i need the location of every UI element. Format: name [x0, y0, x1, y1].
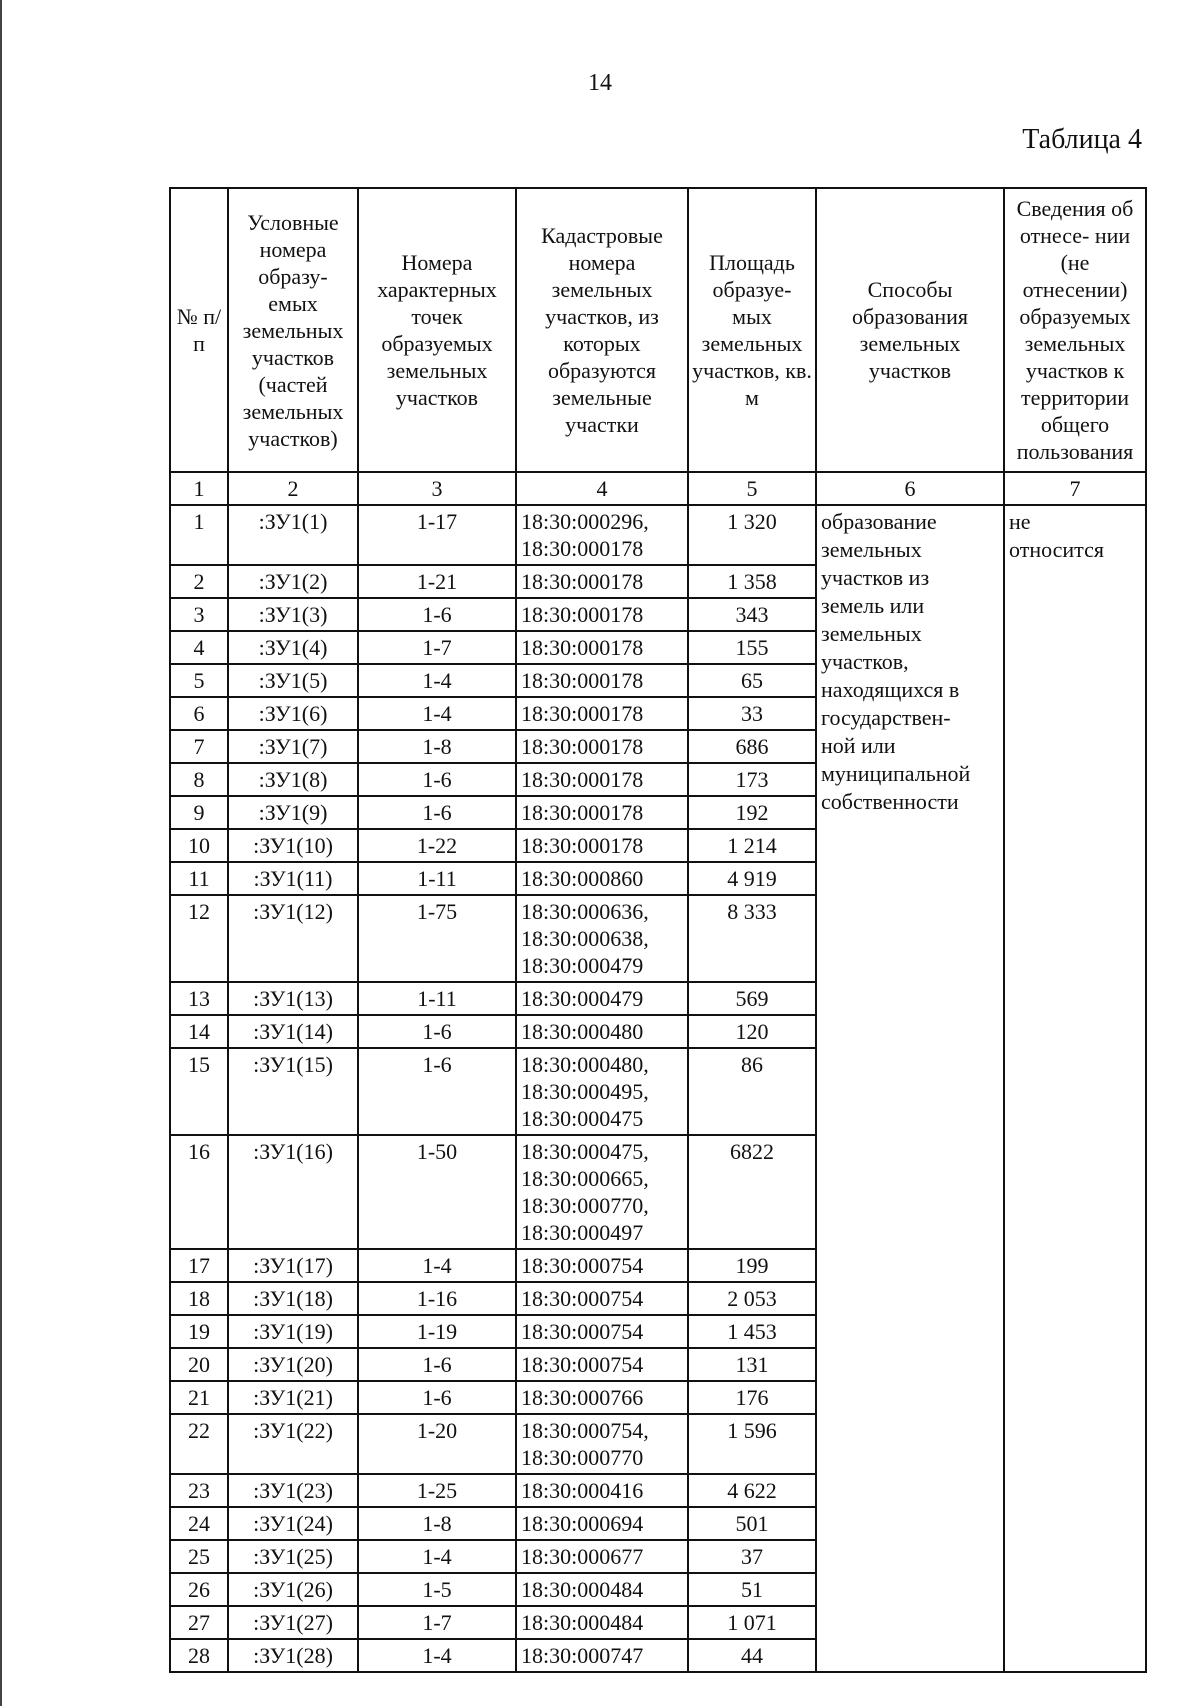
- row-number-cell: 15: [170, 1048, 228, 1135]
- cadastral-number-cell: 18:30:000178: [516, 796, 688, 829]
- row-number-cell: 26: [170, 1573, 228, 1606]
- row-number-cell: 13: [170, 982, 228, 1015]
- row-number-cell: 16: [170, 1135, 228, 1249]
- points-cell: 1-11: [358, 982, 516, 1015]
- column-number: 1: [170, 472, 228, 505]
- plot-code-cell: :ЗУ1(23): [228, 1474, 358, 1507]
- row-number-cell: 2: [170, 565, 228, 598]
- points-cell: 1-5: [358, 1573, 516, 1606]
- public-use-cell: не относится: [1004, 505, 1146, 1672]
- cadastral-number-cell: 18:30:000475, 18:30:000665, 18:30:000770, 18:30:000497: [516, 1135, 688, 1249]
- plot-code-cell: :ЗУ1(26): [228, 1573, 358, 1606]
- cadastral-number-cell: 18:30:000178: [516, 730, 688, 763]
- plot-code-cell: :ЗУ1(4): [228, 631, 358, 664]
- area-cell: 37: [688, 1540, 816, 1573]
- cadastral-number-cell: 18:30:000296, 18:30:000178: [516, 505, 688, 565]
- area-cell: 51: [688, 1573, 816, 1606]
- row-number-cell: 22: [170, 1414, 228, 1474]
- plot-code-cell: :ЗУ1(18): [228, 1282, 358, 1315]
- plot-code-cell: :ЗУ1(22): [228, 1414, 358, 1474]
- row-number-cell: 6: [170, 697, 228, 730]
- column-number: 7: [1004, 472, 1146, 505]
- column-number: 3: [358, 472, 516, 505]
- points-cell: 1-25: [358, 1474, 516, 1507]
- area-cell: 8 333: [688, 895, 816, 982]
- cadastral-number-cell: 18:30:000636, 18:30:000638, 18:30:000479: [516, 895, 688, 982]
- row-number-cell: 5: [170, 664, 228, 697]
- plot-code-cell: :ЗУ1(16): [228, 1135, 358, 1249]
- header-cell: Условные номера образу- емых земельных участков (частей земельных участков): [228, 188, 358, 472]
- plot-code-cell: :ЗУ1(12): [228, 895, 358, 982]
- plot-code-cell: :ЗУ1(20): [228, 1348, 358, 1381]
- cadastral-number-cell: 18:30:000480, 18:30:000495, 18:30:000475: [516, 1048, 688, 1135]
- points-cell: 1-6: [358, 1048, 516, 1135]
- cadastral-number-cell: 18:30:000178: [516, 697, 688, 730]
- points-cell: 1-6: [358, 1348, 516, 1381]
- plot-code-cell: :ЗУ1(24): [228, 1507, 358, 1540]
- cadastral-number-cell: 18:30:000766: [516, 1381, 688, 1414]
- plot-code-cell: :ЗУ1(27): [228, 1606, 358, 1639]
- row-number-cell: 24: [170, 1507, 228, 1540]
- points-cell: 1-19: [358, 1315, 516, 1348]
- points-cell: 1-8: [358, 1507, 516, 1540]
- cadastral-number-cell: 18:30:000178: [516, 664, 688, 697]
- table-body: [170, 505, 1146, 1672]
- plot-code-cell: :ЗУ1(7): [228, 730, 358, 763]
- plot-code-cell: :ЗУ1(28): [228, 1639, 358, 1672]
- plot-code-cell: :ЗУ1(25): [228, 1540, 358, 1573]
- row-number-cell: 7: [170, 730, 228, 763]
- area-cell: 1 596: [688, 1414, 816, 1474]
- row-number-cell: 21: [170, 1381, 228, 1414]
- area-cell: 4 622: [688, 1474, 816, 1507]
- area-cell: 33: [688, 697, 816, 730]
- row-number-cell: 25: [170, 1540, 228, 1573]
- page-number: 14: [588, 70, 612, 96]
- row-number-cell: 14: [170, 1015, 228, 1048]
- points-cell: 1-4: [358, 697, 516, 730]
- area-cell: 155: [688, 631, 816, 664]
- plot-code-cell: :ЗУ1(8): [228, 763, 358, 796]
- row-number-cell: 10: [170, 829, 228, 862]
- points-cell: 1-16: [358, 1282, 516, 1315]
- area-cell: 199: [688, 1249, 816, 1282]
- row-number-cell: 3: [170, 598, 228, 631]
- plot-code-cell: :ЗУ1(15): [228, 1048, 358, 1135]
- points-cell: 1-75: [358, 895, 516, 982]
- row-number-cell: 4: [170, 631, 228, 664]
- cadastral-number-cell: 18:30:000178: [516, 631, 688, 664]
- row-number-cell: 17: [170, 1249, 228, 1282]
- points-cell: 1-22: [358, 829, 516, 862]
- cadastral-number-cell: 18:30:000860: [516, 862, 688, 895]
- column-number: 5: [688, 472, 816, 505]
- area-cell: 1 320: [688, 505, 816, 565]
- points-cell: 1-6: [358, 598, 516, 631]
- points-cell: 1-4: [358, 1639, 516, 1672]
- row-number-cell: 19: [170, 1315, 228, 1348]
- plot-code-cell: :ЗУ1(11): [228, 862, 358, 895]
- cadastral-number-cell: 18:30:000754: [516, 1249, 688, 1282]
- points-cell: 1-6: [358, 1015, 516, 1048]
- area-cell: 192: [688, 796, 816, 829]
- points-cell: 1-6: [358, 1381, 516, 1414]
- area-cell: 343: [688, 598, 816, 631]
- row-number-cell: 9: [170, 796, 228, 829]
- points-cell: 1-6: [358, 796, 516, 829]
- area-cell: 569: [688, 982, 816, 1015]
- cadastral-number-cell: 18:30:000178: [516, 598, 688, 631]
- points-cell: 1-7: [358, 1606, 516, 1639]
- row-number-cell: 20: [170, 1348, 228, 1381]
- row-number-cell: 11: [170, 862, 228, 895]
- formation-method-cell: образование земельных участков из земель или земельных участков, находящихся в государствен- ной или муниципальной собственности: [816, 505, 1004, 1672]
- plot-code-cell: :ЗУ1(14): [228, 1015, 358, 1048]
- cadastral-number-cell: 18:30:000480: [516, 1015, 688, 1048]
- area-cell: 131: [688, 1348, 816, 1381]
- row-number-cell: 18: [170, 1282, 228, 1315]
- cadastral-number-cell: 18:30:000694: [516, 1507, 688, 1540]
- points-cell: 1-4: [358, 664, 516, 697]
- plot-code-cell: :ЗУ1(6): [228, 697, 358, 730]
- header-cell: Кадастровые номера земельных участков, из которых образуются земельные участки: [516, 188, 688, 472]
- row-number-cell: 27: [170, 1606, 228, 1639]
- cadastral-number-cell: 18:30:000416: [516, 1474, 688, 1507]
- table-caption: Таблица 4: [1022, 124, 1142, 155]
- area-cell: 6822: [688, 1135, 816, 1249]
- area-cell: 1 358: [688, 565, 816, 598]
- area-cell: 1 453: [688, 1315, 816, 1348]
- points-cell: 1-21: [358, 565, 516, 598]
- plot-code-cell: :ЗУ1(1): [228, 505, 358, 565]
- plot-code-cell: :ЗУ1(19): [228, 1315, 358, 1348]
- column-number: 2: [228, 472, 358, 505]
- cadastral-number-cell: 18:30:000754: [516, 1282, 688, 1315]
- points-cell: 1-8: [358, 730, 516, 763]
- page-edge-line: [0, 0, 2, 1706]
- header-cell: Номера характерных точек образуемых земельных участков: [358, 188, 516, 472]
- plot-code-cell: :ЗУ1(21): [228, 1381, 358, 1414]
- cadastral-number-cell: 18:30:000178: [516, 565, 688, 598]
- land-plots-table: [169, 187, 1147, 1673]
- area-cell: 65: [688, 664, 816, 697]
- column-number: 6: [816, 472, 1004, 505]
- area-cell: 2 053: [688, 1282, 816, 1315]
- points-cell: 1-50: [358, 1135, 516, 1249]
- cadastral-number-cell: 18:30:000754: [516, 1315, 688, 1348]
- cadastral-number-cell: 18:30:000747: [516, 1639, 688, 1672]
- header-cell: № п/п: [170, 188, 228, 472]
- row-number-cell: 23: [170, 1474, 228, 1507]
- cadastral-number-cell: 18:30:000479: [516, 982, 688, 1015]
- header-row: [170, 188, 1146, 472]
- area-cell: 44: [688, 1639, 816, 1672]
- column-number: 4: [516, 472, 688, 505]
- cadastral-number-cell: 18:30:000484: [516, 1573, 688, 1606]
- plot-code-cell: :ЗУ1(3): [228, 598, 358, 631]
- cadastral-number-cell: 18:30:000178: [516, 763, 688, 796]
- cadastral-number-cell: 18:30:000754, 18:30:000770: [516, 1414, 688, 1474]
- points-cell: 1-6: [358, 763, 516, 796]
- points-cell: 1-7: [358, 631, 516, 664]
- area-cell: 1 071: [688, 1606, 816, 1639]
- table-row: [170, 505, 1146, 565]
- row-number-cell: 8: [170, 763, 228, 796]
- cadastral-number-cell: 18:30:000677: [516, 1540, 688, 1573]
- plot-code-cell: :ЗУ1(9): [228, 796, 358, 829]
- row-number-cell: 1: [170, 505, 228, 565]
- row-number-cell: 12: [170, 895, 228, 982]
- plot-code-cell: :ЗУ1(10): [228, 829, 358, 862]
- cadastral-number-cell: 18:30:000484: [516, 1606, 688, 1639]
- cadastral-number-cell: 18:30:000754: [516, 1348, 688, 1381]
- area-cell: 686: [688, 730, 816, 763]
- header-cell: Сведения об отнесе- нии (не отнесении) образуемых земельных участков к территории общего пользования: [1004, 188, 1146, 472]
- area-cell: 173: [688, 763, 816, 796]
- plot-code-cell: :ЗУ1(17): [228, 1249, 358, 1282]
- points-cell: 1-4: [358, 1249, 516, 1282]
- area-cell: 1 214: [688, 829, 816, 862]
- plot-code-cell: :ЗУ1(5): [228, 664, 358, 697]
- header-cell: Площадь образуе- мых земельных участков, кв. м: [688, 188, 816, 472]
- column-number-row: [170, 472, 1146, 505]
- points-cell: 1-11: [358, 862, 516, 895]
- header-cell: Способы образования земельных участков: [816, 188, 1004, 472]
- points-cell: 1-20: [358, 1414, 516, 1474]
- area-cell: 4 919: [688, 862, 816, 895]
- area-cell: 176: [688, 1381, 816, 1414]
- plot-code-cell: :ЗУ1(13): [228, 982, 358, 1015]
- points-cell: 1-17: [358, 505, 516, 565]
- area-cell: 86: [688, 1048, 816, 1135]
- points-cell: 1-4: [358, 1540, 516, 1573]
- area-cell: 120: [688, 1015, 816, 1048]
- area-cell: 501: [688, 1507, 816, 1540]
- plot-code-cell: :ЗУ1(2): [228, 565, 358, 598]
- cadastral-number-cell: 18:30:000178: [516, 829, 688, 862]
- row-number-cell: 28: [170, 1639, 228, 1672]
